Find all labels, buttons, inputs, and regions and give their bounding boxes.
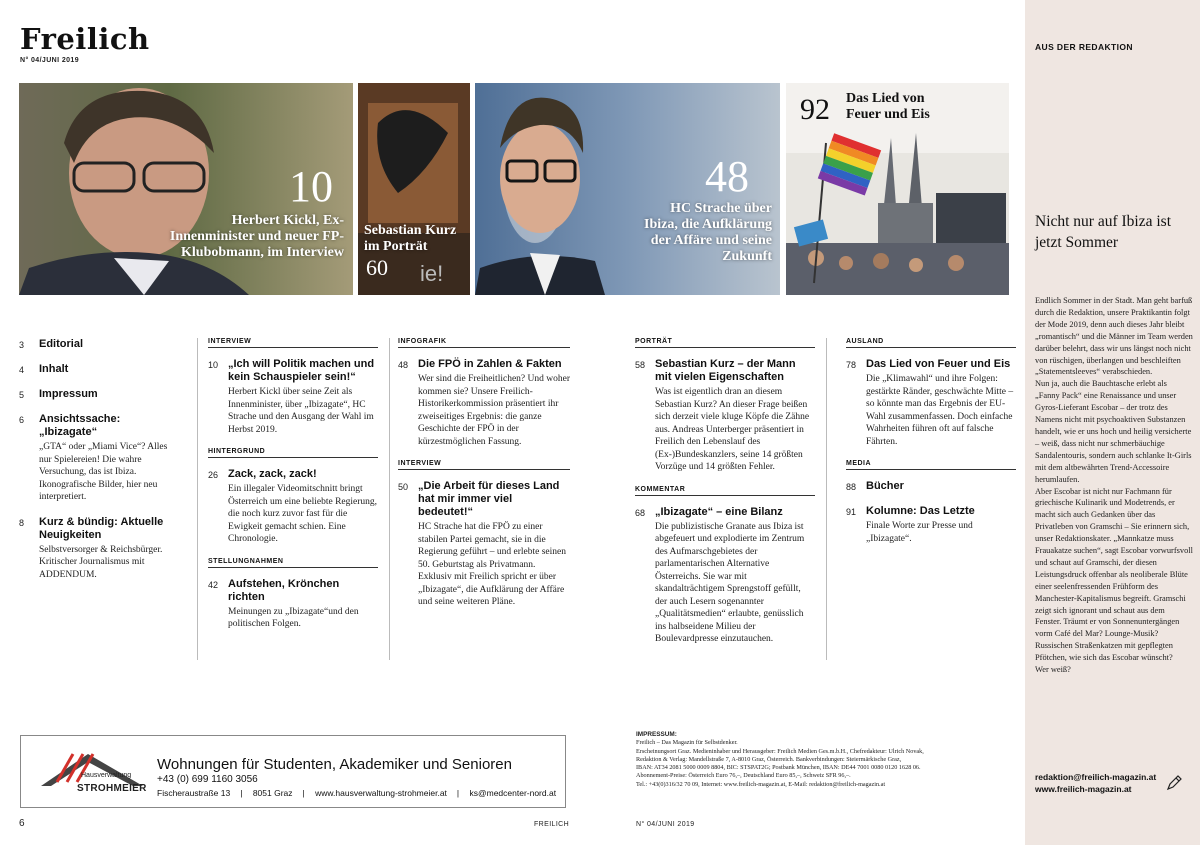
sidebar-section-label: AUS DER REDAKTION [1035, 42, 1133, 52]
toc-description: HC Strache hat die FPÖ zu einer stabilen Partei gemacht, sie in die Regierung geführt – und erlebte seinen 50. Geburtstag als Privatmann. Exklusiv mit Freilich spricht er über „Ibizagate“, die Aufklärung der Affäre und seine weiteren Pläne. [418, 522, 566, 607]
toc-title: Sebastian Kurz – der Mann mit vielen Eigenschaften [655, 358, 796, 383]
toc-page-number: 4 [19, 365, 25, 375]
sign-text: ie! [420, 261, 444, 286]
toc-entry-strache-interview[interactable] [398, 480, 570, 609]
toc-title: „Ibizagate“ – eine Bilanz [655, 505, 783, 518]
toc-title: Bücher [866, 480, 904, 492]
toc-page-number: 5 [19, 390, 25, 400]
ad-website-link[interactable]: www.hausverwaltung-strohmeier.at [315, 788, 447, 798]
section-label-ausland: AUSLAND [846, 338, 1016, 348]
toc-page-number: 68 [635, 507, 646, 518]
toc-title: Das Lied von Feuer und Eis [866, 358, 1011, 370]
toc-description: Die „Klimawahl“ und ihre Folgen: gestärkte Ränder, geschwächte Mitte – so könnte man das Ergebnis der EU-Wahl zusammenfassen. Doch einfache Wahrheiten führen oft auf falsche Fährten. [866, 374, 1014, 447]
footer-issue: N° 04/JUNI 2019 [636, 821, 695, 828]
sidebar-paragraph: Nun ja, auch die Bauchtasche erlebt als „Fanny Pack“ eine Renaissance und unser Gyros-Lieferant Escobar – der trotz des Namens nicht mit psychoaktiven Substanzen handelt, wie er uns hoch und heilig versicherte – weiß, dass nicht nur schmerbäuchige Sandalentouris, sondern auch schlanke It-Girls mit dem altbewährten Trend-Accessoire herumlaufen. [1035, 379, 1192, 484]
section-label-infografik: INFOGRAFIK [398, 338, 570, 348]
toc-entry-ibizagate-bilanz[interactable] [635, 506, 815, 646]
toc-entry-buecher[interactable] [846, 480, 1016, 493]
impressum-line: IBAN: AT34 2081 5000 0009 8804, BIC: STSPAT2G; Postbank München, IBAN: DE44 7001 0080 0120 1628 06. [636, 764, 921, 772]
section-label-hintergrund: HINTERGRUND [208, 448, 378, 458]
ad-contact-line: Fischeraustraße 13 | 8051 Graz | www.hausverwaltung-strohmeier.at | ks@medcenter-nord.at [157, 788, 557, 798]
toc-page-number: 50 [398, 482, 409, 492]
toc-entry-inhalt[interactable] [19, 363, 179, 376]
page-number-kurz: 60 [366, 255, 388, 280]
impressum-line: Redaktion & Verlag: Mandellstraße 7, A-8010 Graz, Österreich. Bankverbindungen: Steiermärkische Graz, [636, 755, 902, 763]
toc-title: Ansichtssache: „Ibizagate“ [39, 413, 121, 438]
toc-page-number: 8 [19, 517, 25, 528]
toc-column-4 [635, 338, 815, 658]
ad-email-link[interactable]: ks@medcenter-nord.at [469, 788, 557, 798]
toc-column-1 [19, 338, 179, 593]
toc-title: Inhalt [39, 363, 69, 375]
sidebar-title: Nicht nur auf Ibiza ist jetzt Sommer [1035, 213, 1172, 251]
toc-title: Editorial [39, 338, 84, 350]
toc-entry-kolumne[interactable] [846, 505, 1016, 545]
toc-column-5 [846, 338, 1016, 557]
sidebar-email-link[interactable]: redaktion@freilich-magazin.at [1035, 772, 1157, 782]
toc-page-number: 91 [846, 507, 857, 517]
toc-page-number: 78 [846, 360, 857, 370]
toc-page-number: 42 [208, 579, 219, 590]
toc-entry-impressum[interactable] [19, 388, 179, 401]
toc-entry-kickl-interview[interactable] [208, 358, 378, 436]
toc-entry-fpoe-zahlen[interactable] [398, 358, 570, 448]
toc-title: Die FPÖ in Zahlen & Fakten [418, 358, 562, 370]
toc-entry-ansichtssache[interactable] [19, 413, 179, 504]
ad-brand-line1: Hausverwaltung [81, 772, 132, 779]
sidebar-website-link[interactable]: www.freilich-magazin.at [1035, 784, 1132, 794]
toc-page-number: 48 [398, 360, 409, 370]
footer-magazine-name: FREILICH [534, 821, 570, 828]
toc-description: Finale Worte zur Presse und „Ibizagate“. [866, 521, 973, 544]
toc-description: Die publizistische Granate aus Ibiza ist abgefeuert und explodierte im Zentrum des Aufmarschgebietes der parlamentarischen Alternative Österreichs. Sie war mit skandalträchtigem Sprengstoff gefüllt, der auch Lesern sogenannter „Qualitätsmedien“ erlaubte, genüsslich ins halbseidene Milieu der Boulevardpresse einzutauchen. [655, 521, 805, 644]
toc-title: Impressum [39, 388, 98, 400]
page-number-kickl: 10 [289, 162, 333, 211]
ad-city: 8051 Graz [252, 788, 293, 798]
toc-title: Zack, zack, zack! [228, 468, 317, 480]
column-divider [197, 338, 198, 660]
section-label-stellungnahmen: STELLUNGNAHMEN [208, 558, 378, 568]
editorial-sidebar [1025, 0, 1200, 845]
impressum-line: Tel.: +43(0)316/32 70 09, Internet: www.freilich-magazin.at, E-Mail: redaktion@freilich-magazin.at [636, 780, 886, 788]
toc-title: Aufstehen, Krönchen richten [228, 577, 340, 603]
toc-description: Was ist eigentlich dran an diesem Sebastian Kurz? An dieser Frage beißen sich derzeit viele kluge Köpfe die Zähne aus. Andreas Unterberger präsentiert in Freilich den Lebenslauf des (Ex-)Bundeskanzlers, seine 14 größten Vorzüge und 14 größten Fehler. [655, 387, 810, 472]
toc-description: Selbstversorger & Reichsbürger. Kritischer Journalismus mit ADDENDUM. [39, 544, 163, 580]
section-label-interview-2: INTERVIEW [398, 460, 570, 470]
photo-tile-kurz[interactable] [358, 83, 470, 295]
magazine-logo: Freilich [20, 22, 150, 56]
caption-kickl: Herbert Kickl, Ex-Innenminister und neuer FP-Klubobmann, im Interview [169, 213, 344, 260]
toc-page-number: 10 [208, 360, 219, 370]
impressum-heading: IMPRESSUM: [636, 731, 677, 738]
toc-column-2 [208, 338, 378, 643]
page-number-strache: 48 [705, 152, 749, 201]
pencil-icon [1165, 774, 1183, 792]
column-divider [389, 338, 390, 660]
ad-address: Fischeraustraße 13 [157, 788, 231, 798]
ad-phone: +43 (0) 699 1160 3056 [157, 774, 258, 785]
impressum-line: Freilich – Das Magazin für Selbstdenker. [636, 739, 738, 747]
toc-page-number: 26 [208, 470, 219, 480]
advertisement-strohmeier[interactable] [20, 735, 566, 808]
house-logo-icon [33, 746, 148, 788]
impressum-line: Abonnement-Preise: Österreich Euro 76,–, Deutschland Euro 85,–, Schweiz SFR 96,–. [636, 772, 851, 780]
ad-headline: Wohnungen für Studenten, Akademiker und Senioren [157, 756, 512, 773]
section-label-portraet: PORTRÄT [635, 338, 815, 348]
toc-description: „GTA“ oder „Miami Vice“? Alles nur Spielereien! Die wahre Versuchung, das ist Ibiza. Ikonografische Bilder, hier neu interpretiert. [39, 442, 168, 502]
photo-tile-feuer-eis[interactable] [786, 83, 1009, 295]
toc-entry-editorial[interactable] [19, 338, 179, 351]
toc-title: Kurz & bündig: Aktuelle Neuigkeiten [39, 515, 164, 541]
toc-page-number: 3 [19, 340, 25, 350]
section-label-kommentar: KOMMENTAR [635, 486, 815, 496]
section-label-interview: INTERVIEW [208, 338, 378, 348]
impressum-line: Erscheinungsort Graz. Medieninhaber und Herausgeber: Freilich Medien Ges.m.b.H., Chefredakteur: Ulrich Novak, [636, 747, 924, 755]
column-divider [826, 338, 827, 660]
photo-tile-strache[interactable] [475, 83, 780, 295]
toc-description: Ein illegaler Videomitschnitt bringt Österreich um eine beliebte Regierung, die noch kurz zuvor fast für die Ewigkeit gemacht schien. Eine Chronologie. [228, 484, 378, 544]
toc-description: Meinungen zu „Ibizagate“und den politischen Folgen. [228, 606, 359, 629]
sidebar-paragraph: Wer weiß? [1035, 665, 1071, 675]
toc-page-number: 6 [19, 415, 25, 425]
sidebar-paragraph: Aber Escobar ist nicht nur Fachmann für griechische Kulinarik und Modetrends, er macht sich auch Gedanken über das Privatleben von Gramschi – Sie erinnern sich, unser Redaktionskater. „Mannkatze muss Frauakatze suchen“, sagt Escobar vorwurfsvoll und schaut auf Gramschi, der diesen Leistungsdruck offenbar als neoliberale Blüte einer seelenfressenden Frühform des Manchester-Kapitalismus begreift. Gramschi zeigt sich ignorant und schaut aus dem Fenster. Träumt er von Sonnenuntergängen vorm Café del Mar? Lounge-Musik? Russischen Straßenkatzen mit gepflegten Pfötchen, wie sich das Escobar wünscht? [1035, 486, 1193, 663]
ad-brand-line2: STROHMEIER [77, 783, 147, 794]
toc-description: Herbert Kickl über seine Zeit als Innenminister, über „Ibizagate“, HC Strache und den Ausgang der Wahl im Herbst 2019. [228, 387, 374, 435]
photo-tile-kickl[interactable] [19, 83, 353, 295]
toc-column-3 [398, 338, 570, 621]
toc-entry-aufstehen[interactable] [208, 578, 378, 631]
footer-page-number: 6 [19, 818, 25, 829]
toc-entry-feuer-eis[interactable] [846, 358, 1016, 448]
page-number-feuer-eis: 92 [800, 93, 830, 126]
toc-title: Kolumne: Das Letzte [866, 505, 975, 517]
section-label-media: MEDIA [846, 460, 1016, 470]
sidebar-body [1035, 295, 1193, 676]
sidebar-paragraph: Endlich Sommer in der Stadt. Man geht barfuß durch die Redaktion, unsere Praktikantin folgt der Mode 2019, denn auch dieses Jahr bleibt „romantisch“ und die Männer im Team werden darüber belehrt, dass wir uns längst noch nicht von rüschigen, überlangen und beschleiften „Statementsleeves“ verabschieden. [1035, 296, 1193, 377]
toc-description: Wer sind die Freiheitlichen? Und woher kommen sie? Unsere Freilich-Historikerkommission präsentiert ihr zweiseitiges Ergebnis: die ganze Geschichte der FPÖ in der kürzestmöglichen Fassung. [418, 374, 570, 447]
caption-kurz: Sebastian Kurz im Porträt [364, 223, 457, 254]
toc-title: „Die Arbeit für dieses Land hat mir immer viel bedeutet!“ [418, 480, 560, 518]
toc-title: „Ich will Politik machen und kein Schauspieler sein!“ [228, 358, 375, 383]
issue-label: N° 04/JUNI 2019 [20, 57, 79, 64]
toc-page-number: 88 [846, 482, 857, 492]
toc-entry-kurz-buendig[interactable] [19, 516, 179, 582]
toc-page-number: 58 [635, 360, 646, 370]
toc-entry-zack-zack[interactable] [208, 468, 378, 546]
toc-entry-kurz-portraet[interactable] [635, 358, 815, 474]
caption-feuer-eis: Das Lied von Feuer und Eis [846, 91, 930, 122]
impressum-block [636, 731, 986, 789]
caption-strache: HC Strache über Ibiza, die Aufklärung der Affäre und seine Zukunft [644, 201, 772, 264]
